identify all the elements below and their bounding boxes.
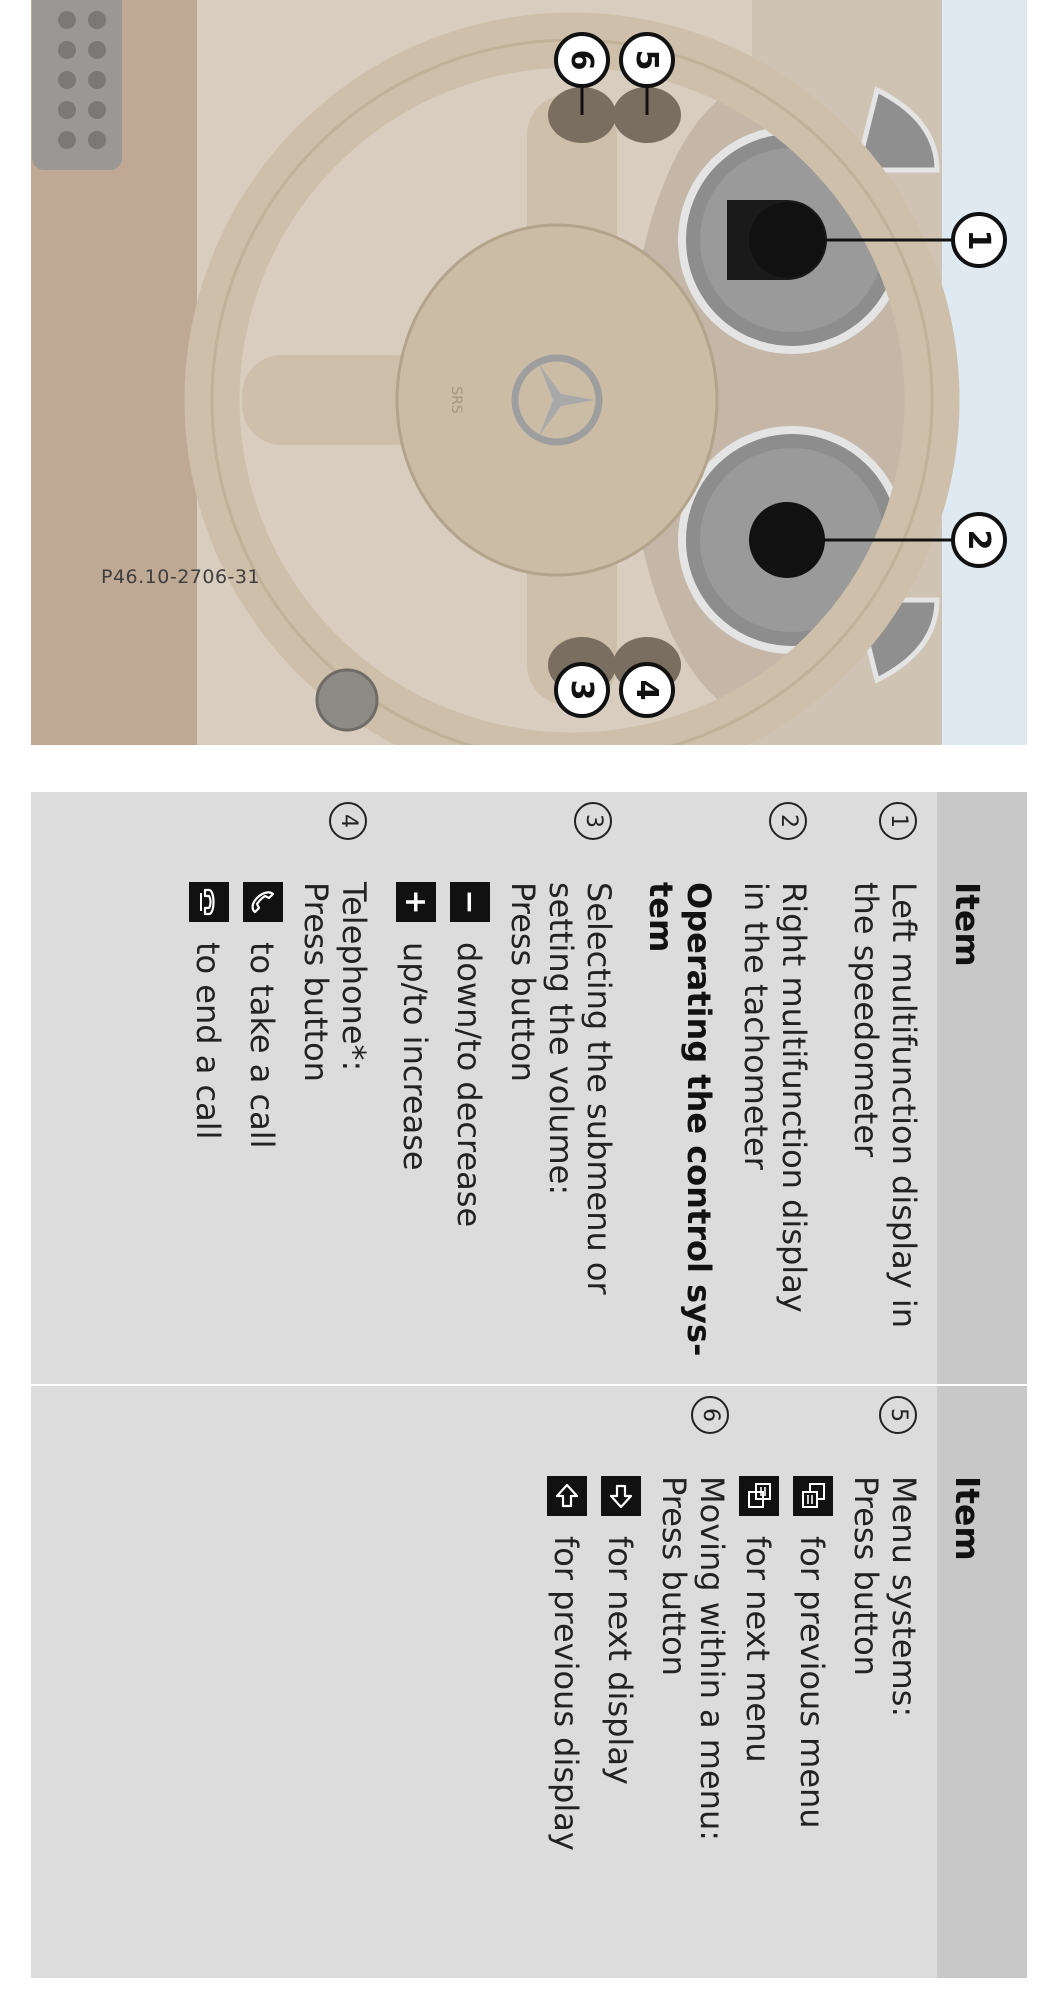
item-number-badge: 2	[769, 802, 807, 840]
pedal-icon	[32, 0, 122, 170]
key-description: to end a call	[189, 942, 227, 1140]
svg-text:1: 1	[961, 229, 996, 251]
callout-5	[621, 34, 673, 86]
section-heading-line: Operating the control sys-	[680, 882, 718, 1357]
section-heading-line: tem	[642, 882, 680, 953]
item-6-block	[539, 1386, 939, 1978]
item-description-line: the speedometer	[847, 882, 885, 1158]
item-number-badge: 3	[574, 802, 612, 840]
key-description: up/to increase	[396, 942, 434, 1171]
key-description: to take a call	[243, 942, 281, 1149]
item-description-line: Telephone*:	[335, 882, 373, 1072]
plus-key-icon: +	[396, 882, 436, 922]
svg-text:2: 2	[961, 529, 996, 551]
item-description-line: Menu systems:	[885, 1476, 923, 1718]
item-number-badge: 6	[691, 1396, 729, 1434]
figure-code: P46.10-2706-31	[101, 566, 261, 588]
key-description: for next menu	[739, 1536, 777, 1763]
item-description-line: Right multifunction display	[775, 882, 813, 1313]
svg-text:SRS: SRS	[448, 386, 464, 414]
item-number-badge: 1	[879, 802, 917, 840]
callout-1	[953, 214, 1005, 266]
item-description-line: Press button	[655, 1476, 693, 1676]
table-header	[937, 792, 1027, 1384]
key-description: down/to decrease	[450, 942, 488, 1228]
previous-display-key-icon	[547, 1476, 587, 1516]
svg-text:5: 5	[629, 49, 664, 71]
callout-4	[621, 664, 673, 716]
item-description-line: Moving within a menu:	[693, 1476, 731, 1841]
item-description-line: in the tachometer	[737, 882, 775, 1170]
svg-text:6: 6	[564, 49, 599, 71]
table-header	[937, 1386, 1027, 1978]
callout-3	[556, 664, 608, 716]
key-description: for next display	[601, 1536, 639, 1785]
item-description-line: Press button	[847, 1476, 885, 1676]
steering-wheel-illustration	[31, 0, 1027, 745]
item-number-badge: 5	[879, 1396, 917, 1434]
callout-6	[556, 34, 608, 86]
svg-text:4: 4	[629, 679, 664, 701]
table-header-label: Item	[948, 882, 987, 967]
key-description: for previous display	[547, 1536, 585, 1851]
minus-key-icon: −	[450, 882, 490, 922]
svg-text:3: 3	[564, 679, 599, 701]
item-description-line: Left multifunction display in	[885, 882, 923, 1329]
key-description: for previous menu	[793, 1536, 831, 1829]
item-table-left	[31, 792, 1027, 1384]
item-description-line: setting the volume:	[542, 882, 580, 1196]
phone-pickup-key-icon	[243, 882, 283, 922]
item-description-line: Selecting the submenu or	[580, 882, 618, 1295]
callout-2	[953, 514, 1005, 566]
item-description-line: Press button	[297, 882, 335, 1082]
steering-wheel-photo	[31, 0, 1027, 745]
ignition-lock-icon	[317, 670, 377, 730]
item-description-line: Press button	[504, 882, 542, 1082]
phone-hangup-key-icon	[189, 882, 229, 922]
table-header-label: Item	[948, 1476, 987, 1561]
next-display-key-icon	[601, 1476, 641, 1516]
item-number-badge: 4	[329, 802, 367, 840]
